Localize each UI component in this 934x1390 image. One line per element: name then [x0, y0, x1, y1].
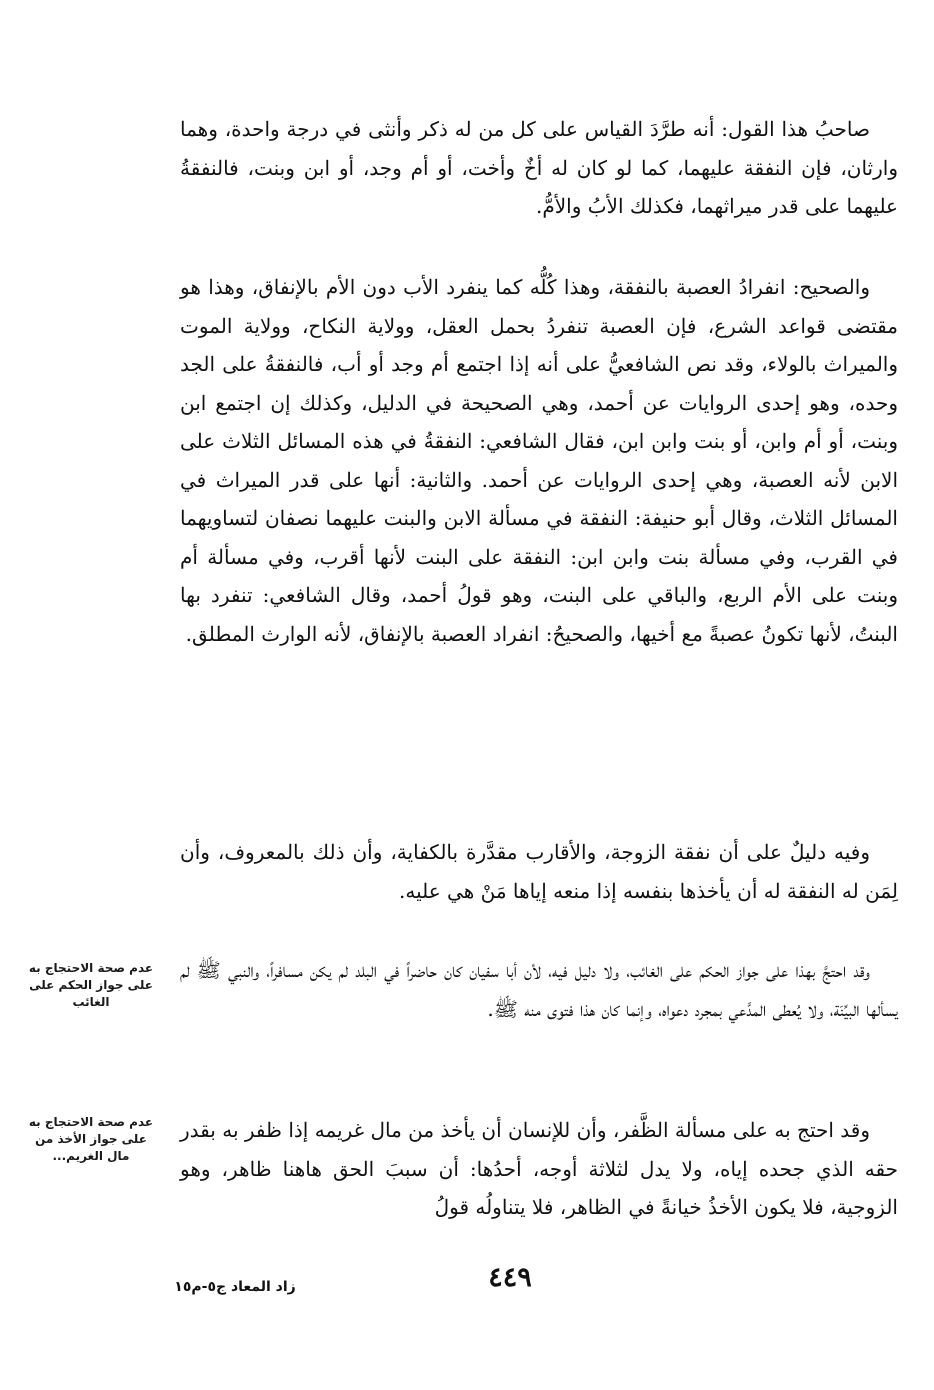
margin-note-1: عدم صحة الاحتجاج به على جواز الحكم على الغائب: [28, 961, 154, 1009]
paragraph-5: وقد احتج به على مسألة الظَّفر، وأن للإنسان أن يأخذ من مال غريمه إذا ظفر به بقدر حقه الذي جحده إياه، ولا يدل لثلاثة أوجه، أحدُها: أن سببَ الحق هاهنا ظاهر، وهو الزوجية، فلا يكون الأخذُ خيانةً في الظاهر، فلا يتناولُه قولُ: [180, 1118, 898, 1219]
paragraph-1: صاحبُ هذا القول: أنه طرَّدَ القياس على كل من له ذكر وأنثى في درجة واحدة، وهما وارثان، فإن النفقة عليهما، كما لو كان له أخٌ وأخت، أو أم وجد، أو ابن وبنت، فالنفقةُ عليهما على قدر ميراثهما، فكذلك الأبُ والأمُّ.: [180, 117, 898, 218]
paragraph-2: والصحيح: انفرادُ العصبة بالنفقة، وهذا كُلُّه كما ينفرد الأب دون الأم بالإنفاق، وهذا هو مقتضى قواعد الشرع، فإن العصبة تنفردُ بحمل العقل، وولاية النكاح، وولاية الموت والميراث بالولاء، وقد نص الشافعيُّ على أنه إذا اجتمع أم وجد أو أب، فالنفقةُ على الجد وحده، وهو إحدى الروايات عن أحمد، وهي الصحيحة في الدليل، وكذلك إن اجتمع ابن وبنت، أو أم وابن، أو بنت وابن ابن، فقال الشافعي: النفقةُ في هذه المسائل الثلاث على الابن لأنه العصبة، وهي إحدى الروايات عن أحمد. والثانية: أنها على قدر الميراث في المسائل الثلاث، وقال أبو حنيفة: النفقة في مسألة الابن والبنت عليهما نصفان لتساويهما في القرب، وفي مسألة بنت وابن ابن: النفقة على البنت لأنها أقرب، وفي مسألة أم وبنت على الأم الربع، والباقي على البنت، وهو قولُ أحمد، وقال الشافعي: تنفرد بها البنتُ، لأنها تكونُ عصبةً مع أخيها، والصحيحُ: انفراد العصبة بالإنفاق، لأنه الوارث المطلق.: [180, 275, 899, 646]
paragraph-3: وفيه دليلٌ على أن نفقة الزوجة، والأقارب مقدَّرة بالكفاية، وأن ذلك بالمعروف، وأن لِمَن له النفقة له أن يأخذها بنفسه إذا منعه إياها مَنْ هي عليه.: [180, 840, 898, 903]
margin-note-2: عدم صحة الاحتجاج به على جواز الأخذ من مال الغريم...: [28, 1115, 154, 1163]
volume-signature: زاد المعاد ج٥-م١٥: [174, 1279, 296, 1295]
paragraph-4: وقد احتجَّ بهذا على جواز الحكم على الغائب، ولا دليل فيه، لأن أبا سفيان كان حاضراً في البلد لم يكن مسافراً، والنبي ﷺ لم يسألها البيِّنَة، ولا يُعطى المدَّعي بمجرد دعواه، وإنما كان هذا فتوى منه ﷺ.: [180, 958, 898, 1021]
page-number: ٤٤٩: [488, 1262, 532, 1293]
